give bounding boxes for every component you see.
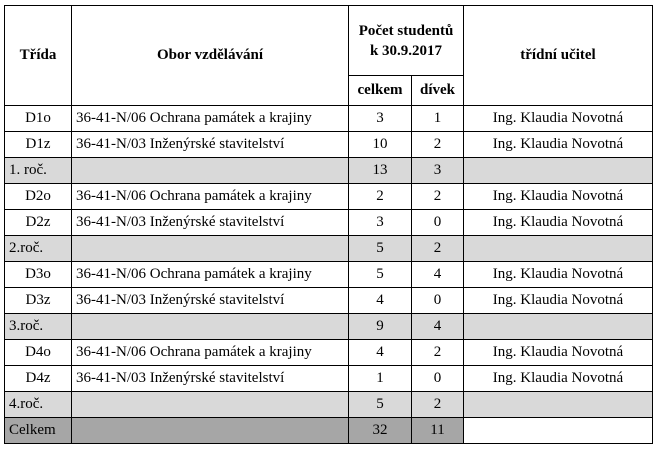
cell-ucitel — [464, 314, 653, 340]
cell-ucitel: Ing. Klaudia Novotná — [464, 210, 653, 236]
cell-obor: 36-41-N/06 Ochrana památek a krajiny — [72, 106, 349, 132]
cell-obor — [72, 418, 349, 444]
cell-ucitel: Ing. Klaudia Novotná — [464, 340, 653, 366]
cell-obor: 36-41-N/06 Ochrana památek a krajiny — [72, 184, 349, 210]
table-row — [5, 184, 653, 210]
cell-trida: D3z — [5, 288, 72, 314]
cell-celkem: 4 — [349, 340, 412, 366]
header-celkem: celkem — [349, 76, 412, 106]
cell-obor: 36-41-N/03 Inženýrské stavitelství — [72, 288, 349, 314]
cell-trida: D1o — [5, 106, 72, 132]
cell-divek: 0 — [412, 288, 464, 314]
subtotal-row — [5, 392, 653, 418]
cell-ucitel: Ing. Klaudia Novotná — [464, 106, 653, 132]
cell-ucitel — [464, 236, 653, 262]
cell-trida: D2z — [5, 210, 72, 236]
cell-obor: 36-41-N/03 Inženýrské stavitelství — [72, 210, 349, 236]
cell-trida: D2o — [5, 184, 72, 210]
cell-ucitel: Ing. Klaudia Novotná — [464, 262, 653, 288]
subtotal-row — [5, 314, 653, 340]
cell-ucitel: Ing. Klaudia Novotná — [464, 184, 653, 210]
total-row — [5, 418, 653, 444]
cell-divek: 11 — [412, 418, 464, 444]
table-body — [5, 106, 653, 444]
students-table — [4, 5, 653, 444]
table-row — [5, 210, 653, 236]
cell-divek: 4 — [412, 314, 464, 340]
cell-divek: 0 — [412, 366, 464, 392]
cell-trida: D4o — [5, 340, 72, 366]
header-obor: Obor vzdělávání — [72, 6, 349, 106]
table-row — [5, 106, 653, 132]
header-trida: Třída — [5, 6, 72, 106]
cell-ucitel — [464, 158, 653, 184]
cell-celkem: 13 — [349, 158, 412, 184]
cell-celkem: 3 — [349, 106, 412, 132]
table-row — [5, 262, 653, 288]
cell-obor — [72, 392, 349, 418]
cell-celkem: 5 — [349, 236, 412, 262]
cell-divek: 3 — [412, 158, 464, 184]
cell-divek: 2 — [412, 236, 464, 262]
cell-celkem: 3 — [349, 210, 412, 236]
table-row — [5, 132, 653, 158]
cell-trida: 4.roč. — [5, 392, 72, 418]
cell-ucitel — [464, 392, 653, 418]
header-ucitel: třídní učitel — [464, 6, 653, 106]
subtotal-row — [5, 236, 653, 262]
cell-obor — [72, 158, 349, 184]
cell-obor: 36-41-N/03 Inženýrské stavitelství — [72, 366, 349, 392]
cell-trida: D3o — [5, 262, 72, 288]
cell-obor: 36-41-N/06 Ochrana památek a krajiny — [72, 262, 349, 288]
cell-trida: D4z — [5, 366, 72, 392]
cell-celkem: 10 — [349, 132, 412, 158]
cell-ucitel: Ing. Klaudia Novotná — [464, 132, 653, 158]
header-divek: dívek — [412, 76, 464, 106]
table-row — [5, 366, 653, 392]
cell-trida: 1. roč. — [5, 158, 72, 184]
cell-divek: 2 — [412, 340, 464, 366]
cell-ucitel: Ing. Klaudia Novotná — [464, 366, 653, 392]
cell-obor: 36-41-N/03 Inženýrské stavitelství — [72, 132, 349, 158]
header-pocet: Počet studentů k 30.9.2017 — [349, 6, 464, 76]
subtotal-row — [5, 158, 653, 184]
cell-celkem: 4 — [349, 288, 412, 314]
cell-ucitel: Ing. Klaudia Novotná — [464, 288, 653, 314]
cell-celkem: 5 — [349, 262, 412, 288]
cell-celkem: 1 — [349, 366, 412, 392]
cell-celkem: 5 — [349, 392, 412, 418]
cell-obor — [72, 314, 349, 340]
cell-trida: 2.roč. — [5, 236, 72, 262]
cell-divek: 2 — [412, 392, 464, 418]
table-row — [5, 340, 653, 366]
cell-trida: Celkem — [5, 418, 72, 444]
cell-celkem: 9 — [349, 314, 412, 340]
cell-obor: 36-41-N/06 Ochrana památek a krajiny — [72, 340, 349, 366]
cell-divek: 4 — [412, 262, 464, 288]
table-row — [5, 288, 653, 314]
cell-ucitel — [464, 418, 653, 444]
cell-divek: 0 — [412, 210, 464, 236]
cell-celkem: 32 — [349, 418, 412, 444]
cell-celkem: 2 — [349, 184, 412, 210]
cell-divek: 1 — [412, 106, 464, 132]
cell-obor — [72, 236, 349, 262]
cell-trida: D1z — [5, 132, 72, 158]
cell-divek: 2 — [412, 132, 464, 158]
cell-trida: 3.roč. — [5, 314, 72, 340]
cell-divek: 2 — [412, 184, 464, 210]
